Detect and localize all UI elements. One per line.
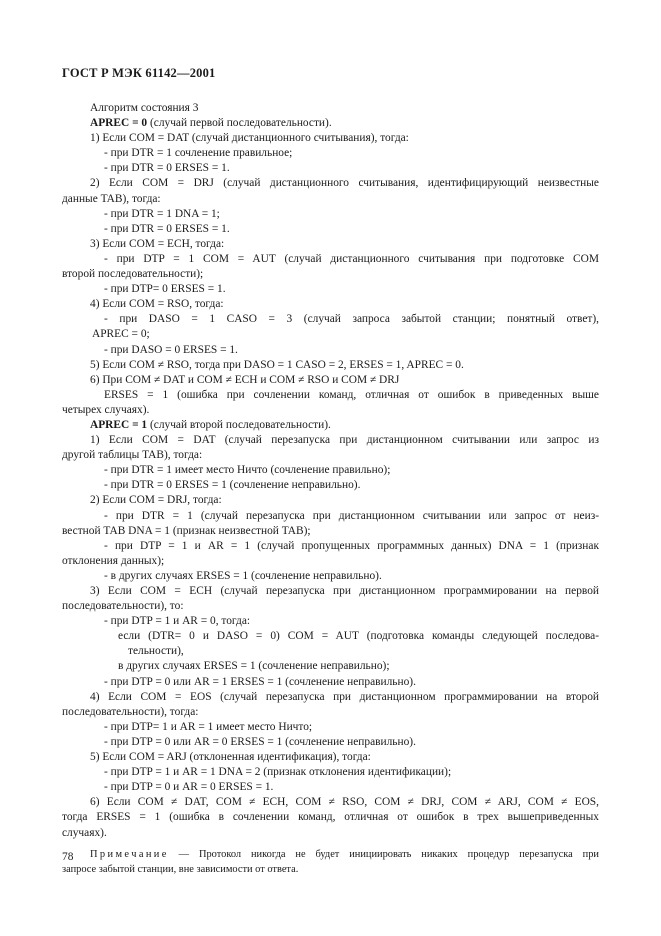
text-line xyxy=(62,493,599,508)
line-text: 5) Если COM = ARJ (отклоненная идентификация), тогда: xyxy=(90,751,371,764)
text-line xyxy=(62,584,599,599)
text-line xyxy=(62,433,599,448)
text-line xyxy=(62,403,599,418)
line-text: 3) Если COM = ECH, тогда: xyxy=(90,237,225,250)
text-line xyxy=(62,116,599,131)
line-text: 2) Если COM = DRJ, тогда: xyxy=(90,494,222,507)
line-text: - при DTR = 1 имеет место Ничто (сочленение правильно); xyxy=(104,464,391,477)
line-text: другой таблицы TAB), тогда: xyxy=(62,449,203,462)
text-line xyxy=(62,161,599,176)
line-text: 1) Если COM = DAT (случай перезапуска при дистанционном считывании или запрос из xyxy=(90,434,599,447)
text-line xyxy=(62,735,599,750)
line-text: - при DTP= 0 ERSES = 1. xyxy=(104,283,226,296)
line-text: - при DTP = 1 и AR = 1 DNA = 2 (признак отклонения идентификации); xyxy=(104,766,452,779)
text-line xyxy=(62,101,599,116)
line-text: данные TAB), тогда: xyxy=(62,192,161,205)
line-text: - при DTR = 1 (случай перезапуска при дистанционном считывании или запрос от неиз- xyxy=(104,509,599,522)
text-line xyxy=(62,297,599,312)
body-lines xyxy=(62,101,599,841)
line-text: ERSES = 1 (ошибка при сочленении команд, отличная от ошибок в приведенных выше xyxy=(104,388,599,401)
line-text: - в других случаях ERSES = 1 (сочленение неправильно). xyxy=(104,569,382,582)
line-text: вестной TAB DNA = 1 (признак неизвестной TAB); xyxy=(62,524,311,537)
text-line xyxy=(62,675,599,690)
text-line xyxy=(62,282,599,297)
line-text: (случай первой последовательности). xyxy=(147,117,332,130)
text-line xyxy=(62,826,599,841)
text-line xyxy=(62,327,599,342)
line-text: 4) Если COM = EOS (случай перезапуска при дистанционном программировании на второй xyxy=(90,690,599,703)
text-line xyxy=(62,705,599,720)
text-line xyxy=(62,343,599,358)
text-line xyxy=(62,237,599,252)
line-text: - при DTR = 1 DNA = 1; xyxy=(104,207,220,220)
line-text: - при DTP = 0 и AR = 0 ERSES = 1. xyxy=(104,781,274,794)
line-text: - при DASO = 0 ERSES = 1. xyxy=(104,343,238,356)
note-block xyxy=(62,848,599,878)
line-text: в других случаях ERSES = 1 (сочленение неправильно); xyxy=(118,660,390,673)
note-text-1: — Протокол никогда не будет инициировать никаких процедур перезапуска при xyxy=(168,848,599,860)
text-line xyxy=(62,614,599,629)
line-text: четырех случаях). xyxy=(62,403,150,416)
text-line xyxy=(62,599,599,614)
text-line xyxy=(62,373,599,388)
text-line xyxy=(62,644,599,659)
text-line xyxy=(62,146,599,161)
note-line-1 xyxy=(62,848,599,863)
text-line xyxy=(62,720,599,735)
text-line xyxy=(62,659,599,674)
text-line xyxy=(62,358,599,373)
text-line xyxy=(62,509,599,524)
line-text: (случай второй последовательности). xyxy=(147,418,331,431)
line-text: - при DTP = 1 и AR = 1 (случай пропущенных программных данных) DNA = 1 (признак xyxy=(104,539,599,552)
text-line xyxy=(62,207,599,222)
text-line xyxy=(62,222,599,237)
line-text: 6) Если COM ≠ DAT, COM ≠ ECH, COM ≠ RSO, COM ≠ DRJ, COM ≠ ARJ, COM ≠ EOS, xyxy=(90,796,599,809)
line-text: тельности), xyxy=(128,645,184,658)
text-line xyxy=(62,267,599,282)
line-text: APREC = 0; xyxy=(92,328,150,341)
line-text: - при DTP = 0 или AR = 0 ERSES = 1 (сочленение неправильно). xyxy=(104,735,416,748)
text-line xyxy=(62,448,599,463)
line-text: последовательности), тогда: xyxy=(62,705,199,718)
line-text: - при DTR = 0 ERSES = 1 (сочленение неправильно). xyxy=(104,479,361,492)
text-line xyxy=(62,176,599,191)
line-text: 2) Если COM = DRJ (случай дистанционного считывания, идентифицирующий неизвестные xyxy=(90,177,599,190)
line-text: - при DTR = 0 ERSES = 1. xyxy=(104,222,230,235)
line-text: тогда ERSES = 1 (ошибка в сочленении команд, отличная от ошибок в трех вышеприведенных xyxy=(62,811,599,824)
line-text: - при DTR = 1 сочленение правильное; xyxy=(104,147,293,160)
line-text: второй последовательности); xyxy=(62,268,204,281)
note-line-2: запросе забытой станции, вне зависимости от ответа. xyxy=(62,863,299,875)
line-text: 4) Если COM = RSO, тогда: xyxy=(90,298,224,311)
line-text: отклонения данных); xyxy=(62,554,165,567)
line-text: - при DTR = 0 ERSES = 1. xyxy=(104,162,230,175)
document-header: ГОСТ Р МЭК 61142—2001 xyxy=(62,66,216,80)
line-text: если (DTR= 0 и DASO = 0) COM = AUT (подготовка команды следующей последова- xyxy=(118,630,599,643)
bold-term: APREC = 1 xyxy=(90,418,148,431)
line-text: Алгоритм состояния 3 xyxy=(90,102,199,114)
line-text: 5) Если COM ≠ RSO, тогда при DASO = 1 CASO = 2, ERSES = 1, APREC = 0. xyxy=(90,358,464,371)
text-line xyxy=(62,312,599,327)
text-line xyxy=(62,539,599,554)
text-line xyxy=(62,810,599,825)
line-text: - при DASO = 1 CASO = 3 (случай запроса забытой станции; понятный ответ), xyxy=(104,313,599,326)
text-line xyxy=(62,192,599,207)
text-line xyxy=(62,750,599,765)
line-text: 1) Если COM = DAT (случай дистанционного считывания), тогда: xyxy=(90,132,409,145)
text-line xyxy=(62,478,599,493)
text-line xyxy=(62,780,599,795)
text-line xyxy=(62,418,599,433)
text-line xyxy=(62,569,599,584)
text-line xyxy=(62,629,599,644)
text-line xyxy=(62,795,599,810)
text-line xyxy=(62,524,599,539)
text-line xyxy=(62,690,599,705)
text-line xyxy=(62,131,599,146)
line-text: случаях). xyxy=(62,826,107,839)
text-line xyxy=(62,388,599,403)
line-text: - при DTP = 1 COM = AUT (случай дистанционного считывания при подготовке COM xyxy=(104,252,599,265)
note-label: Примечание xyxy=(90,848,169,860)
line-text: - при DTP= 1 и AR = 1 имеет место Ничто; xyxy=(104,720,313,733)
line-text: - при DTP = 1 и AR = 0, тогда: xyxy=(104,615,251,628)
line-text: - при DTP = 0 или AR = 1 ERSES = 1 (сочленение неправильно). xyxy=(104,675,416,688)
text-line xyxy=(62,554,599,569)
document-body xyxy=(62,101,599,878)
bold-term: APREC = 0 xyxy=(90,117,148,130)
line-text: 3) Если COM = ECH (случай перезапуска при дистанционном программировании на первой xyxy=(90,585,599,597)
text-line xyxy=(62,765,599,780)
text-line xyxy=(62,252,599,267)
page-number: 78 xyxy=(62,851,74,863)
line-text: последовательности), то: xyxy=(62,600,184,613)
text-line xyxy=(62,463,599,478)
line-text: 6) При COM ≠ DAT и COM ≠ ECH и COM ≠ RSO и COM ≠ DRJ xyxy=(90,373,400,386)
